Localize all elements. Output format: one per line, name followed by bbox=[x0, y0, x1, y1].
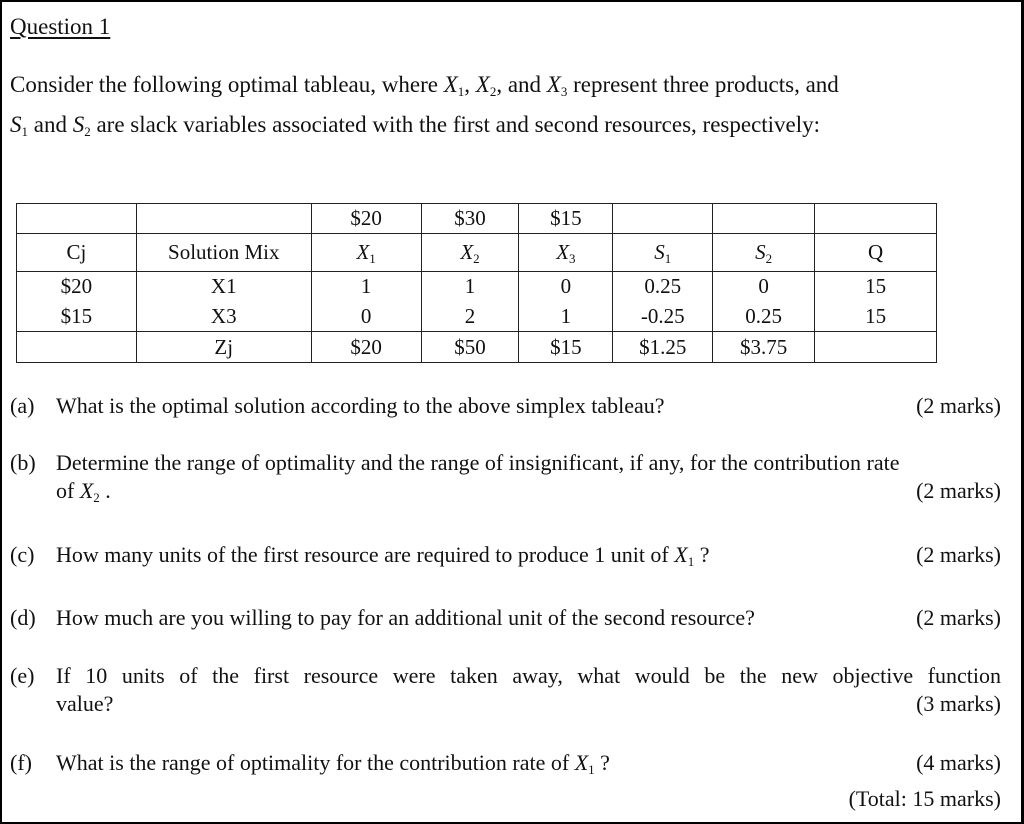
header-x1 bbox=[311, 234, 421, 272]
intro-line-1 bbox=[10, 72, 839, 98]
var-x3-sub: 3 bbox=[560, 84, 568, 99]
var-s2-sub: 2 bbox=[84, 124, 91, 139]
intro-text-2: are slack variables associated with the first and second resources, respectively: bbox=[90, 112, 821, 137]
table-cell: 0.25 bbox=[713, 302, 815, 332]
zj-row bbox=[17, 332, 937, 363]
var-x1-sub: 1 bbox=[457, 84, 465, 99]
table-cell bbox=[17, 332, 137, 363]
header-x3 bbox=[519, 234, 613, 272]
table-cell: X1 bbox=[136, 272, 311, 302]
var-s1-sub: 1 bbox=[664, 251, 672, 266]
table-cell: Zj bbox=[136, 332, 311, 363]
marks: (4 marks) bbox=[916, 750, 1001, 775]
question-title: Question 1 bbox=[10, 14, 111, 39]
var-x2-sub: 2 bbox=[93, 490, 100, 505]
intro-text-end: represent three products, and bbox=[567, 72, 839, 97]
table-cell: 2 bbox=[421, 302, 519, 332]
question-label: (b) bbox=[10, 450, 36, 475]
var-s1: S bbox=[10, 112, 22, 137]
intro-text: Consider the following optimal tableau, where bbox=[10, 72, 444, 97]
question-text-line bbox=[56, 750, 610, 776]
question-text-line-2 bbox=[56, 478, 111, 504]
question-text-line-2: value? bbox=[56, 691, 114, 716]
price-cell: $20 bbox=[311, 204, 421, 234]
price-cell bbox=[815, 204, 937, 234]
question-text: . bbox=[99, 478, 111, 503]
price-cell bbox=[136, 204, 311, 234]
table-cell: 15 bbox=[815, 272, 937, 302]
question-text: If 10 units of the first resource were taken away, what would be the new objective function bbox=[56, 663, 1001, 688]
var-x1: X bbox=[356, 240, 370, 264]
table-cell: 0 bbox=[519, 272, 613, 302]
var-x1-sub: 1 bbox=[588, 762, 595, 777]
price-cell bbox=[613, 204, 713, 234]
var-x1: X bbox=[443, 72, 458, 97]
table-cell: $20 bbox=[17, 272, 137, 302]
var-x2: X bbox=[460, 240, 474, 264]
table-cell: 0.25 bbox=[613, 272, 713, 302]
var-x2-sub: 2 bbox=[489, 84, 497, 99]
question-label: (e) bbox=[10, 663, 35, 688]
var-s2: S bbox=[72, 112, 85, 137]
var-x1: X bbox=[674, 542, 688, 567]
var-x3-sub: 3 bbox=[569, 251, 576, 266]
table-cell: $15 bbox=[519, 332, 613, 363]
table-cell bbox=[815, 332, 937, 363]
question-text: What is the range of optimality for the contribution rate of bbox=[56, 750, 575, 775]
var-x1-sub: 1 bbox=[369, 251, 376, 266]
price-cell: $30 bbox=[421, 204, 519, 234]
var-x3: X bbox=[546, 72, 561, 97]
table-cell: $50 bbox=[421, 332, 519, 363]
question-text: ? bbox=[694, 542, 710, 567]
marks: (2 marks) bbox=[916, 605, 1001, 630]
intro-line-2 bbox=[10, 112, 820, 138]
price-row bbox=[17, 204, 937, 234]
header-s2 bbox=[713, 234, 815, 272]
question-text: What is the optimal solution according to the above simplex tableau? bbox=[56, 393, 665, 418]
var-s1: S bbox=[654, 240, 665, 264]
marks: (2 marks) bbox=[916, 478, 1001, 503]
table-cell: 1 bbox=[519, 302, 613, 332]
header-x2 bbox=[421, 234, 519, 272]
var-x2: X bbox=[475, 72, 490, 97]
and-text: , and bbox=[496, 72, 547, 97]
comma: , bbox=[464, 72, 476, 97]
table-row bbox=[17, 302, 937, 332]
price-cell: $15 bbox=[519, 204, 613, 234]
header-cj: Cj bbox=[17, 234, 137, 272]
price-cell bbox=[17, 204, 137, 234]
table-cell: -0.25 bbox=[613, 302, 713, 332]
table-row bbox=[17, 272, 937, 302]
question-label: (c) bbox=[10, 542, 35, 567]
question-text: of bbox=[56, 478, 80, 503]
table-cell: 15 bbox=[815, 302, 937, 332]
table-cell: 0 bbox=[713, 272, 815, 302]
question-text: How much are you willing to pay for an additional unit of the second resource? bbox=[56, 605, 755, 630]
header-q: Q bbox=[815, 234, 937, 272]
simplex-tableau bbox=[16, 203, 937, 363]
table-cell: 1 bbox=[421, 272, 519, 302]
table-cell: $15 bbox=[17, 302, 137, 332]
table-cell: $20 bbox=[311, 332, 421, 363]
question-text: How many units of the first resource are required to produce 1 unit of bbox=[56, 542, 675, 567]
question-label: (d) bbox=[10, 605, 36, 630]
total-marks: (Total: 15 marks) bbox=[848, 786, 1001, 811]
var-x1: X bbox=[574, 750, 589, 775]
marks: (2 marks) bbox=[916, 542, 1001, 567]
var-x2-sub: 2 bbox=[473, 251, 480, 266]
question-text-line bbox=[56, 542, 709, 568]
table-cell: 1 bbox=[311, 272, 421, 302]
var-s2: S bbox=[755, 240, 766, 264]
question-text: Determine the range of optimality and the range of insignificant, if any, for the contribution rate bbox=[56, 450, 900, 475]
question-label: (a) bbox=[10, 393, 35, 418]
var-s1-sub: 1 bbox=[21, 124, 28, 139]
table-cell: 0 bbox=[311, 302, 421, 332]
table-cell: $3.75 bbox=[713, 332, 815, 363]
var-x2: X bbox=[79, 478, 94, 503]
document-page bbox=[2, 2, 1021, 822]
table-cell: X3 bbox=[136, 302, 311, 332]
and-text: and bbox=[28, 112, 73, 137]
var-x1-sub: 1 bbox=[687, 554, 695, 569]
marks: (2 marks) bbox=[916, 393, 1001, 418]
question-label: (f) bbox=[10, 750, 32, 775]
var-s2-sub: 2 bbox=[765, 251, 773, 266]
var-x3: X bbox=[556, 240, 570, 264]
question-text: ? bbox=[594, 750, 610, 775]
header-solution-mix: Solution Mix bbox=[136, 234, 311, 272]
table-cell: $1.25 bbox=[613, 332, 713, 363]
header-s1 bbox=[613, 234, 713, 272]
price-cell bbox=[713, 204, 815, 234]
marks: (3 marks) bbox=[916, 691, 1001, 716]
header-row bbox=[17, 234, 937, 272]
